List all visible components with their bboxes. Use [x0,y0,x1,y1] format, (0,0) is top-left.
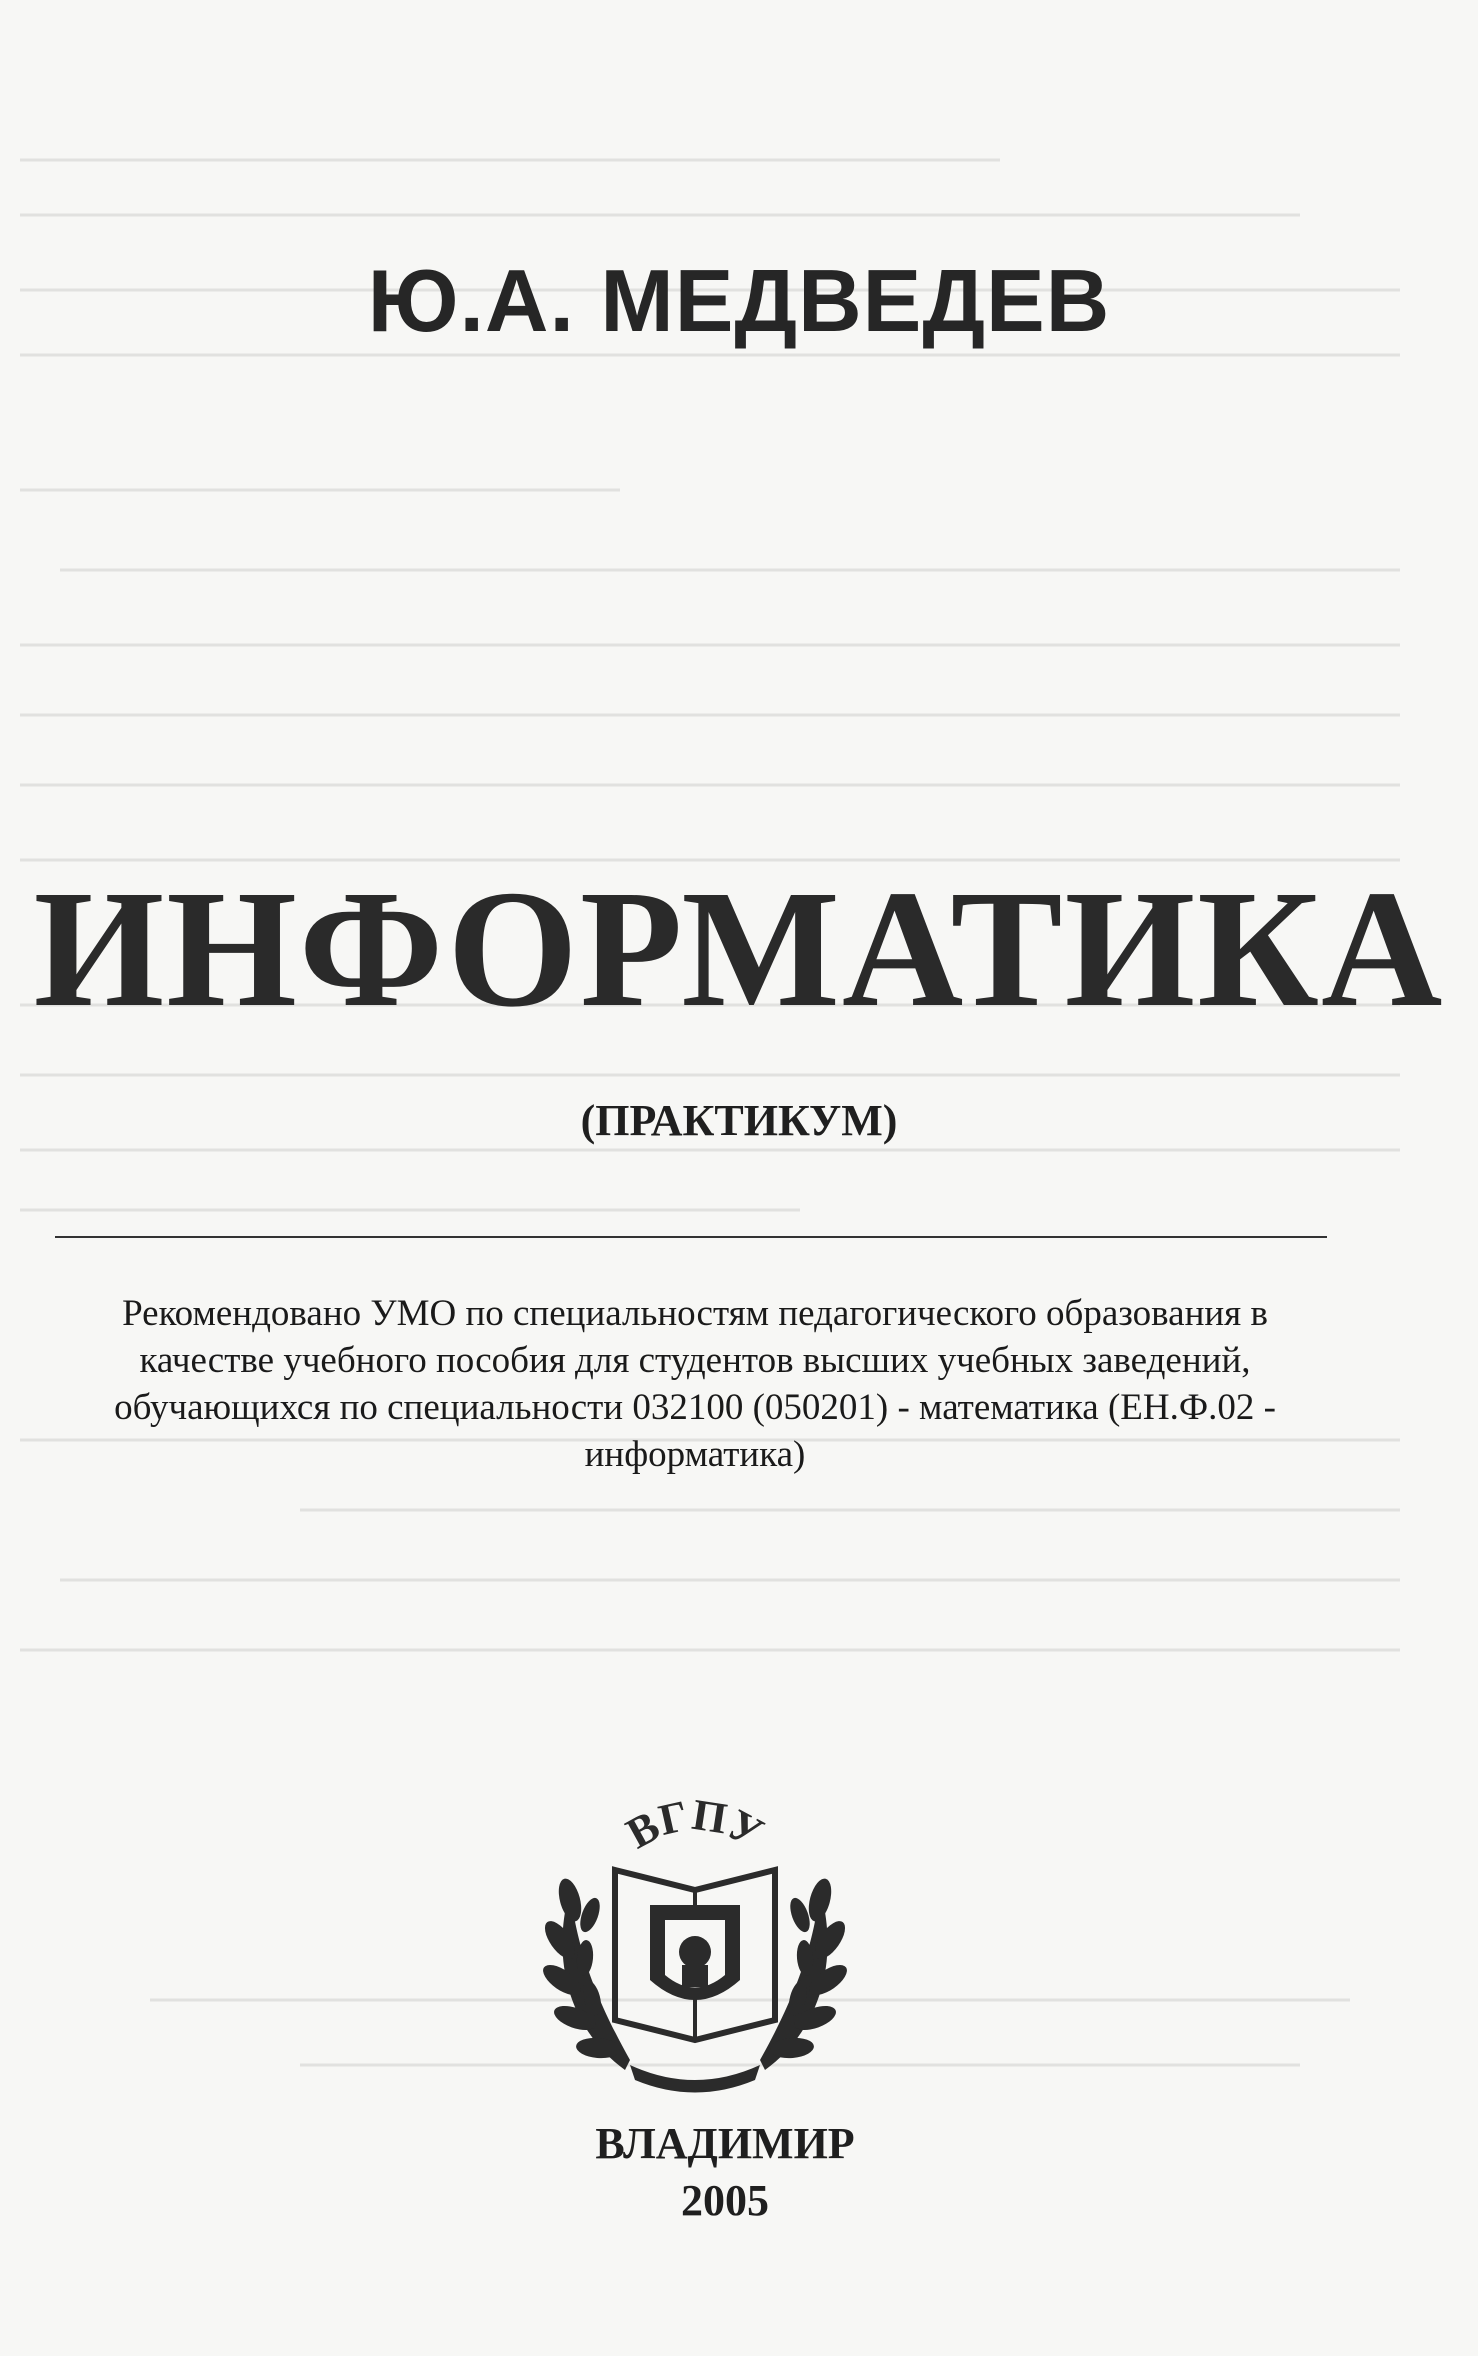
book-subtitle: (ПРАКТИКУМ) [580,1096,898,1145]
publication-city: ВЛАДИМИР [595,2119,855,2168]
divider-line [55,1236,1327,1238]
book-title: ИНФОРМАТИКА [33,856,1445,1042]
recommendation-line: обучающихся по специальности 032100 (050201) - математика (ЕН.Ф.02 - [114,1387,1276,1428]
svg-text:ВГПУ [618,1790,771,1858]
publication-year: 2005 [681,2176,769,2225]
emblem-text: ВГПУ [618,1789,772,1859]
recommendation-line: информатика) [584,1434,806,1475]
recommendation-block [40,1290,1350,1478]
recommendation-line: качестве учебного пособия для студентов высших учебных заведений, [139,1340,1251,1381]
recommendation-line: Рекомендовано УМО по специальностям педагогического образования в [122,1293,1268,1334]
university-emblem-icon [530,1780,860,2100]
author-name: Ю.А. МЕДВЕДЕВ [367,251,1111,350]
